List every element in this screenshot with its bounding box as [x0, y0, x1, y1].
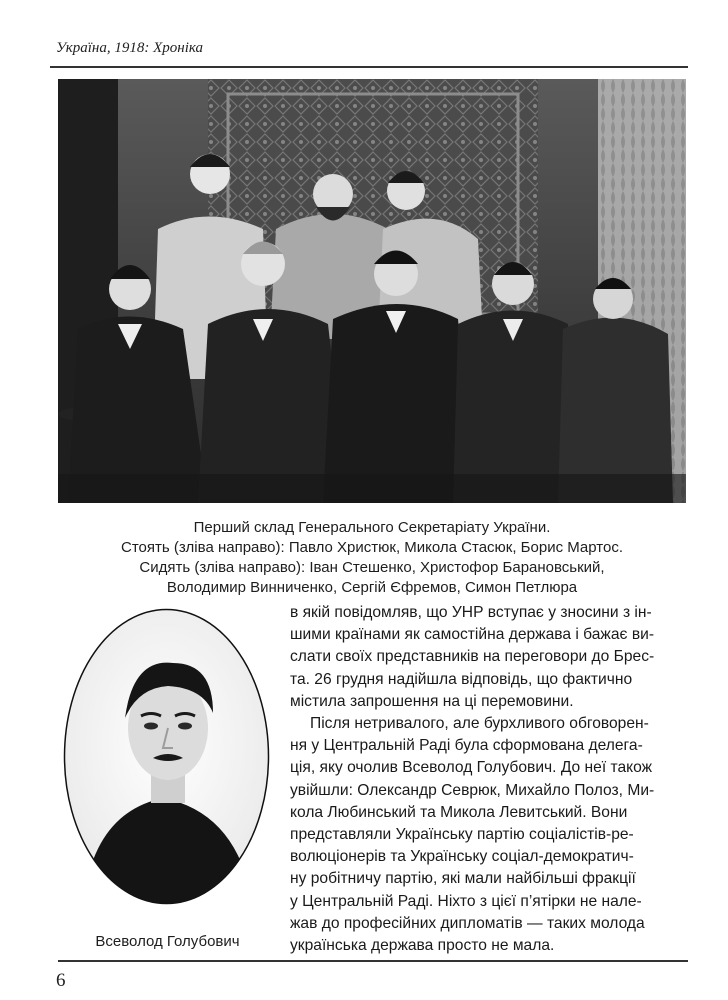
text-line: представляли Українську партію соціалістів-ре-	[290, 826, 634, 844]
running-head: Україна, 1918: Хроніка	[56, 40, 204, 56]
portrait-caption: Всеволод Голубович	[95, 933, 240, 950]
text-line: увійшли: Олександр Севрюк, Михайло Полоз, Ми-	[290, 781, 655, 799]
portrait-photograph	[63, 608, 270, 905]
text-line: та. 26 грудня надійшла відповідь, що фактично	[290, 670, 633, 688]
footer-rule	[58, 960, 688, 962]
caption-line: Перший склад Генерального Секретаріату України.	[193, 519, 551, 536]
text-line: жав до професійних дипломатів — таких молода	[290, 914, 645, 932]
group-photo-caption	[58, 518, 686, 598]
text-line: кола Любинський та Микола Левитський. Вони	[290, 803, 628, 821]
text-line: шими країнами як самостійна держава і бажає ви-	[290, 626, 655, 644]
text-line: ція, яку очолив Всеволод Голубович. До неї також	[290, 759, 653, 777]
text-line: слати своїх представників на переговори до Брес-	[290, 648, 655, 666]
text-line: волюціонерів та Українську соціал-демократич-	[290, 848, 634, 866]
text-line: ну робітничу партію, які мали найбільші фракції	[290, 870, 636, 888]
page-number: 6	[56, 970, 66, 991]
text-line: Після нетривалого, але бурхливого обговорен-	[310, 715, 649, 733]
caption-line: Сидять (зліва направо): Іван Стешенко, Христофор Барановський,	[139, 559, 605, 576]
header-rule	[50, 66, 688, 68]
group-photograph	[58, 79, 686, 503]
body-text	[290, 602, 690, 957]
caption-line: Володимир Винниченко, Сергій Єфремов, Симон Петлюра	[166, 579, 578, 596]
text-line: українська держава просто не мала.	[290, 937, 555, 955]
text-line: ня у Центральній Раді була сформована делега-	[290, 737, 643, 755]
caption-line: Стоять (зліва направо): Павло Христюк, Микола Стасюк, Борис Мартос.	[121, 539, 623, 556]
text-line: в якій повідомляв, що УНР вступає у зносини з ін-	[290, 604, 652, 621]
text-line: у Центральній Раді. Ніхто з цієї п’ятірки не нале-	[290, 892, 642, 910]
text-line: містила запрошення на ці перемовини.	[290, 692, 574, 710]
